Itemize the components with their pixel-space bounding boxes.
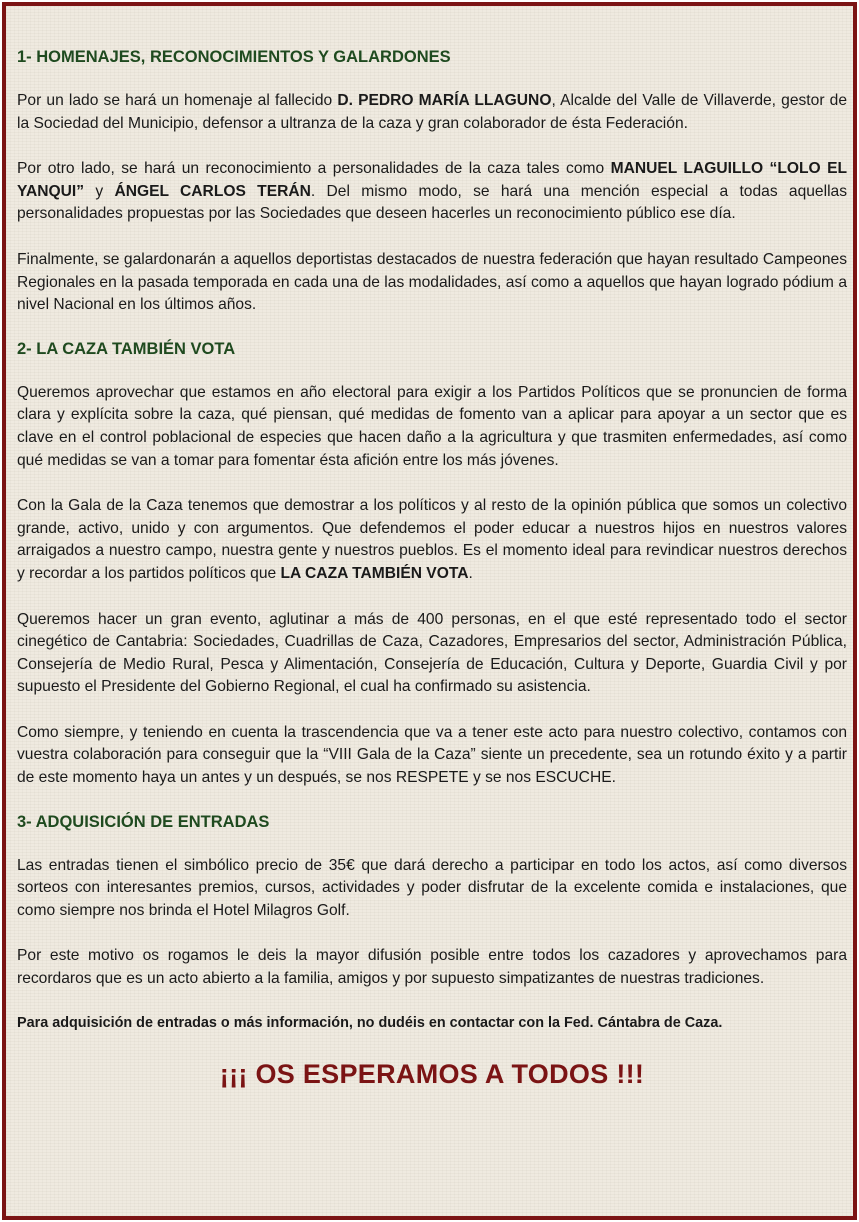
section-2-paragraph-4: Como siempre, y teniendo en cuenta la trascendencia que va a tener este acto para nuestro colectivo, contamos con vuestra colaboración para conseguir que la “VIII Gala de la Caza” siente un precedente, sea un rotundo éxito y a partir de este momento haya un antes y un después, se nos RESPETE y se nos ESCUCHE. [17, 723, 847, 787]
text-run: . Del mismo modo, se hará una mención especial a todas aquellas personalidades propuestas por las Sociedades que deseen hacerles un reconocimiento público ese día. [17, 182, 848, 223]
section-1-paragraph-2 [17, 158, 847, 226]
text-run: Por otro lado, se hará un reconocimiento a personalidades de la caza tales como [17, 160, 611, 178]
slogan-bold: LA CAZA TAMBIÉN VOTA [280, 564, 469, 582]
text-run: y [84, 182, 115, 200]
section-1-heading: 1- HOMENAJES, RECONOCIMIENTOS Y GALARDONES [17, 48, 451, 66]
section-2-paragraph-2 [17, 495, 847, 585]
contact-note: Para adquisición de entradas o más información, no dudéis en contactar con la Fed. Cántabra de Caza. [17, 1014, 723, 1031]
personality-name-1: MANUEL LAGUILLO “LOLO EL YANQUI” [17, 160, 848, 200]
section-1-paragraph-1 [17, 90, 847, 135]
section-3-heading: 3- ADQUISICIÓN DE ENTRADAS [17, 812, 270, 831]
text-run: . [468, 564, 473, 582]
section-1-paragraph-3: Finalmente, se galardonarán a aquellos deportistas destacados de nuestra federación que hayan resultado Campeones Regionales en la pasada temporada en cada una de las modalidades, así como a aquellos que hayan logrado pódium a nivel Nacional en los últimos años. [17, 250, 847, 314]
section-2-heading: 2- LA CAZA TAMBIÉN VOTA [17, 339, 236, 358]
section-2-paragraph-1: Queremos aprovechar que estamos en año electoral para exigir a los Partidos Políticos que se pronuncien de forma clara y explícita sobre la caza, qué piensan, qué medidas de fomento van a aplicar para apoyar a un sector que es clave en el control poblacional de especies que hacen daño a la agricultura y que trasmiten enfermedades, así como qué medidas se van a tomar para fomentar ésta afición entre los más jóvenes. [17, 383, 847, 469]
document-frame [2, 2, 857, 1220]
closing-banner: ¡¡¡ OS ESPERAMOS A TODOS !!! [219, 1059, 645, 1090]
document-content [17, 46, 847, 1090]
honoree-name: D. PEDRO MARÍA LLAGUNO [337, 92, 552, 109]
section-3-paragraph-2: Por este motivo os rogamos le deis la mayor difusión posible entre todos los cazadores y aprovechamos para recordaros que es un acto abierto a la familia, amigos y por supuesto simpatizantes de nuestras tradiciones. [17, 947, 847, 988]
text-run: Por un lado se hará un homenaje al fallecido [17, 92, 338, 109]
section-2-paragraph-3: Queremos hacer un gran evento, aglutinar a más de 400 personas, en el que esté representado todo el sector cinegético de Cantabria: Sociedades, Cuadrillas de Caza, Cazadores, Empresarios del sector, Administración Pública, Consejería de Medio Rural, Pesca y Alimentación, Consejería de Educación, Cultura y Deporte, Guardia Civil y por supuesto el Presidente del Gobierno Regional, el cual ha confirmado su asistencia. [17, 610, 847, 696]
text-run: , Alcalde del Valle de Villaverde, gestor de la Sociedad del Municipio, defensor a ultranza de la caza y gran colaborador de ésta Federación. [17, 92, 848, 132]
section-3-paragraph-1: Las entradas tienen el simbólico precio de 35€ que dará derecho a participar en todo los actos, así como diversos sorteos con interesantes premios, cursos, actividades y poder disfrutar de la excelente comida e instalaciones, que como siempre nos brinda el Hotel Milagros Golf. [17, 856, 847, 919]
text-run: Con la Gala de la Caza tenemos que demostrar a los políticos y al resto de la opinión pública que somos un colectivo grande, activo, unido y con argumentos. Que defendemos el poder educar a nuestros hijos en nuestros valores arraigados a nuestro campo, nuestra gente y nuestros pueblos. Es el momento ideal para revindicar nuestros derechos y recordar a los partidos políticos que [17, 497, 847, 582]
personality-name-2: ÁNGEL CARLOS TERÁN [114, 182, 311, 200]
